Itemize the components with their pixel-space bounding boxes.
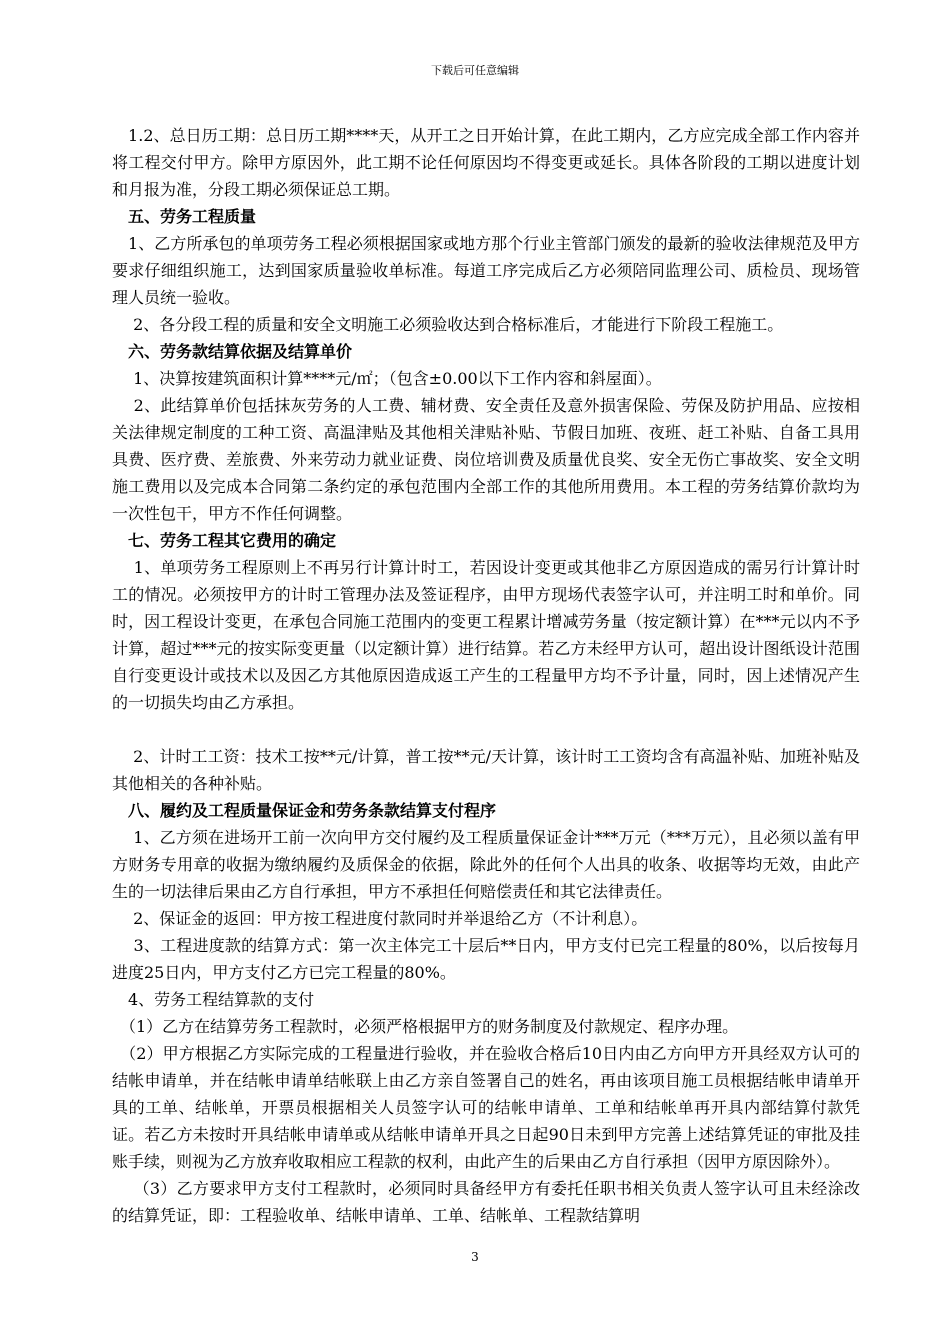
section-heading: 五、劳务工程质量 xyxy=(112,207,257,226)
body-paragraph: 2、保证金的返回：甲方按工程进度付款同时并举退给乙方（不计利息）。 xyxy=(112,909,648,928)
body-paragraph: 2、各分段工程的质量和安全文明施工必须验收达到合格标准后，才能进行下阶段工程施工。 xyxy=(112,315,784,334)
section-heading: 六、劳务款结算依据及结算单价 xyxy=(112,342,353,361)
body-paragraph: 3、工程进度款的结算方式：第一次主体完工十层后**日内，甲方支付已完工程量的80%，以后按每月进度25日内，甲方支付乙方已完工程量的80%。 xyxy=(112,936,860,982)
body-paragraph: 2、此结算单价包括抹灰劳务的人工费、辅材费、安全责任及意外损害保险、劳保及防护用品、应按相关法律规定制度的工种工资、高温津贴及其他相关津贴补贴、节假日加班、夜班、赶工补贴、自备工具用具费、医疗费、差旅费、外来劳动力就业证费、岗位培训费及质量优良奖、安全无伤亡事故奖、安全文明施工费用以及完成本合同第二条约定的承包范围内全部工作的其他所用费用。本工程的劳务结算价款均为一次性包干，甲方不作任何调整。 xyxy=(112,396,860,523)
body-paragraph: 1、决算按建筑面积计算****元/㎡；（包含±0.00以下工作内容和斜屋面）。 xyxy=(112,369,662,388)
body-paragraph: 1、乙方须在进场开工前一次向甲方交付履约及工程质量保证金计***万元（***万元），且必须以盖有甲方财务专用章的收据为缴纳履约及质保金的依据，除此外的任何个人出具的收条、收据等均无效，由此产生的一切法律后果由乙方自行承担，甲方不承担任何赔偿责任和其它法律责任。 xyxy=(112,828,860,901)
section-heading: 七、劳务工程其它费用的确定 xyxy=(112,531,337,550)
body-paragraph: 1.2、总日历工期：总日历工期****天，从开工之日开始计算，在此工期内，乙方应完成全部工作内容并将工程交付甲方。除甲方原因外，此工期不论任何原因均不得变更或延长。具体各阶段的工期以进度计划和月报为准，分段工期必须保证总工期。 xyxy=(112,126,860,199)
document-body xyxy=(112,122,860,1229)
body-paragraph: （3）乙方要求甲方支付工程款时，必须同时具备经甲方有委托任职书相关负责人签字认可且未经涂改的结算凭证，即：工程验收单、结帐申请单、工单、结帐单、工程款结算明 xyxy=(112,1179,860,1225)
section-heading: 八、履约及工程质量保证金和劳务条款结算支付程序 xyxy=(112,801,497,820)
body-paragraph: 4、劳务工程结算款的支付 xyxy=(112,990,315,1009)
page-header: 下载后可任意编辑 xyxy=(431,64,519,77)
body-paragraph: 1、单项劳务工程原则上不再另行计算计时工，若因设计变更或其他非乙方原因造成的需另行计算计时工的情况。必须按甲方的计时工管理办法及签证程序，由甲方现场代表签字认可，并注明工时和单价。同时，因工程设计变更，在承包合同施工范围内的变更工程累计增减劳务量（按定额计算）在***元以内不予计算，超过***元的按实际变更量（以定额计算）进行结算。若乙方未经甲方认可，超出设计图纸设计范围自行变更设计或技术以及因乙方其他原因造成返工产生的工程量甲方均不予计量，同时，因上述情况产生的一切损失均由乙方承担。 xyxy=(112,558,860,712)
page-number: 3 xyxy=(471,1250,479,1264)
body-paragraph: （2）甲方根据乙方实际完成的工程量进行验收，并在验收合格后10日内由乙方向甲方开具经双方认可的结帐申请单，并在结帐申请单结帐联上由乙方亲自签署自己的姓名，再由该项目施工员根据结帐申请单开具的工单、结帐单，开票员根据相关人员签字认可的结帐申请单、工单和结帐单再开具内部结算付款凭证。若乙方未按时开具结帐申请单或从结帐申请单开具之日起90日未到甲方完善上述结算凭证的审批及挂账手续，则视为乙方放弃收取相应工程款的权利，由此产生的后果由乙方自行承担（因甲方原因除外）。 xyxy=(112,1044,860,1171)
body-paragraph: （1）乙方在结算劳务工程款时，必须严格根据甲方的财务制度及付款规定、程序办理。 xyxy=(112,1017,739,1036)
body-paragraph: 2、计时工工资：技术工按**元/计算，普工按**元/天计算，该计时工工资均含有高温补贴、加班补贴及其他相关的各种补贴。 xyxy=(112,747,860,793)
body-paragraph: 1、乙方所承包的单项劳务工程必须根据国家或地方那个行业主管部门颁发的最新的验收法律规范及甲方要求仔细组织施工，达到国家质量验收单标准。每道工序完成后乙方必须陪同监理公司、质检员、现场管理人员统一验收。 xyxy=(112,234,860,307)
